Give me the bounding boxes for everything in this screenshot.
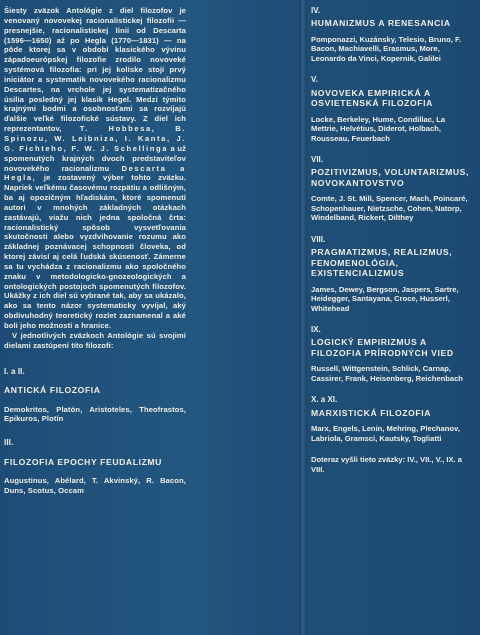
intro-text-2: V jednotlivých zväzkoch Antológie sú svojimi dielami zastúpení títo filozofi: (4, 330, 186, 350)
section-number: I. a II. (4, 366, 25, 376)
section-8 (311, 235, 473, 313)
section-number: VII. (311, 155, 324, 165)
section-names: Demokritos, Platón, Aristoteles, Theofrastos, Epikuros, Plotín (4, 404, 186, 424)
section-title: FILOZOFIA EPOCHY FEUDALIZMU (4, 456, 162, 467)
section-5 (311, 75, 473, 143)
section-title: HUMANIZMUS A RENESANCIA (311, 18, 451, 29)
published-volumes-note: Doteraz vyšli tieto zväzky: IV., VII., V., IX. a VIII. (311, 455, 462, 474)
intro-text-1b: a už spomenutých krajných dvoch predstaviteľov novovekého racionalizmu (4, 143, 186, 173)
section-title: LOGICKÝ EMPIRIZMUS A FILOZOFIA PRÍRODNÝCH VIED (311, 337, 454, 358)
section-title: PRAGMATIZMUS, REALIZMUS, FENOMENOLÓGIA, EXISTENCIALIZMUS (311, 247, 453, 279)
section-title: NOVOVEKA EMPIRICKÁ A OSVIETENSKÁ FILOZOFIA (311, 87, 433, 109)
section-10-11 (311, 395, 473, 443)
section-names: Pomponazzi, Kuzánsky, Telesio, Bruno, F. Bacon, Machiavelli, Erasmus, More, Leonardo da Vinci, Kopernik, Galilei (311, 34, 461, 63)
section-9 (311, 325, 473, 383)
page-fold (299, 0, 307, 635)
section-names: Marx, Engels, Lenin, Mehring, Plechanov, Labriola, Gramsci, Kautsky, Togliatti (311, 424, 460, 443)
section-title: ANTICKÁ FILOZOFIA (4, 385, 101, 396)
right-column (311, 6, 473, 474)
section-1-2 (4, 367, 186, 424)
intro-paragraph-2 (4, 331, 186, 351)
section-names: Augustinus, Abélard, T. Akvinský, R. Bacon, Duns, Scotus, Occam (4, 476, 186, 495)
left-column (4, 6, 186, 495)
section-number: III. (4, 437, 14, 447)
section-names: James, Dewey, Bergson, Jaspers, Sartre, Heidegger, Santayana, Croce, Husserl, Whitehead (311, 284, 459, 313)
section-number: VIII. (311, 234, 326, 244)
intro-spaced-names: T. Hobbesa, B. Spinozu, W. Leibniza, I. Kanta, J. G. Fichteho, F. W. J. Schellinga (4, 124, 186, 153)
section-number: IX. (311, 325, 321, 335)
section-names: Russell, Wittgenstein, Schlick, Carnap, Cassirer, Frank, Heisenberg, Reichenbach (311, 364, 463, 383)
section-title: POZITIVIZMUS, VOLUNTARIZMUS, NOVOKANTOVSTVO (311, 167, 469, 188)
intro-paragraph (4, 6, 186, 331)
section-3 (4, 438, 186, 495)
section-title: MARXISTICKÁ FILOZOFIA (311, 407, 432, 418)
section-names: Comte, J. St. Mill, Spencer, Mach, Poincaré, Schopenhauer, Nietzsche, Cohen, Natorp, Windelband, Rickert, Dilthey (311, 194, 468, 223)
intro-spaced-names-2: Descarta a Hegla, (4, 163, 187, 183)
section-number: X. a XI. (311, 395, 338, 405)
section-number: V. (311, 75, 318, 85)
intro-text-1: Šiesty zväzok Antológie z diel filozofov je venovaný novovekej racionalistickej filozofii — presnejšie, racionalistickej línii od Descarta (1596—1650) až po Hegla (1770—1831) — na pôde ktorej sa v období klasického vývinu západoeurópskej filozofie zrodilo novoveké systémová filozofia: pri jej kolíske stojí prvý iniciátor a systematik novovekého racionalizmu Descartes, na vrchole jej systematizačného úsilia posledný jej klasik Hegel. Medzi týmito krajnými bodmi a osobnosťami sa rozvíjajú ďalšie veľké filozofické sústavy. Z diel ich reprezentantov, (4, 6, 186, 134)
section-names: Locke, Berkeley, Hume, Condillac, La Mettrie, Helvétius, Diderot, Holbach, Rousseau, Feuerbach (311, 114, 446, 143)
section-number: IV. (311, 6, 321, 15)
section-4 (311, 6, 473, 63)
section-7 (311, 155, 473, 223)
intro-text-1c: je zostavený výber tohto zväzku. Napriek veľkému časovému rozpätiu a odlišným, ba aj opozičným hľadiskám, ktoré spomenutí autori v mnohých základných otázkach zastávajú, viažu nich jedna spoločná črta: racionalistický spôsob vysvetľovania skutočnosti alebo vyzdvihovanie rozumu ako základnej poznávacej schopnosti človeka, od ktorej závisí aj celá ľudská skúsenosť. Zámerne sa tu vychádza z racionalizmu ako spoločného znaku v metodologicko-gnozeologických a ontologických postojoch spomenutých filozofov. Ukážky z ich diel sú vybrané tak, aby sa ukázalo, ako sa tento názor systematicky vyvíjal, aký obdivuhodný teoretický rozlet zaznamenal a aké boli jeho možnosti a hranice. (4, 173, 186, 330)
